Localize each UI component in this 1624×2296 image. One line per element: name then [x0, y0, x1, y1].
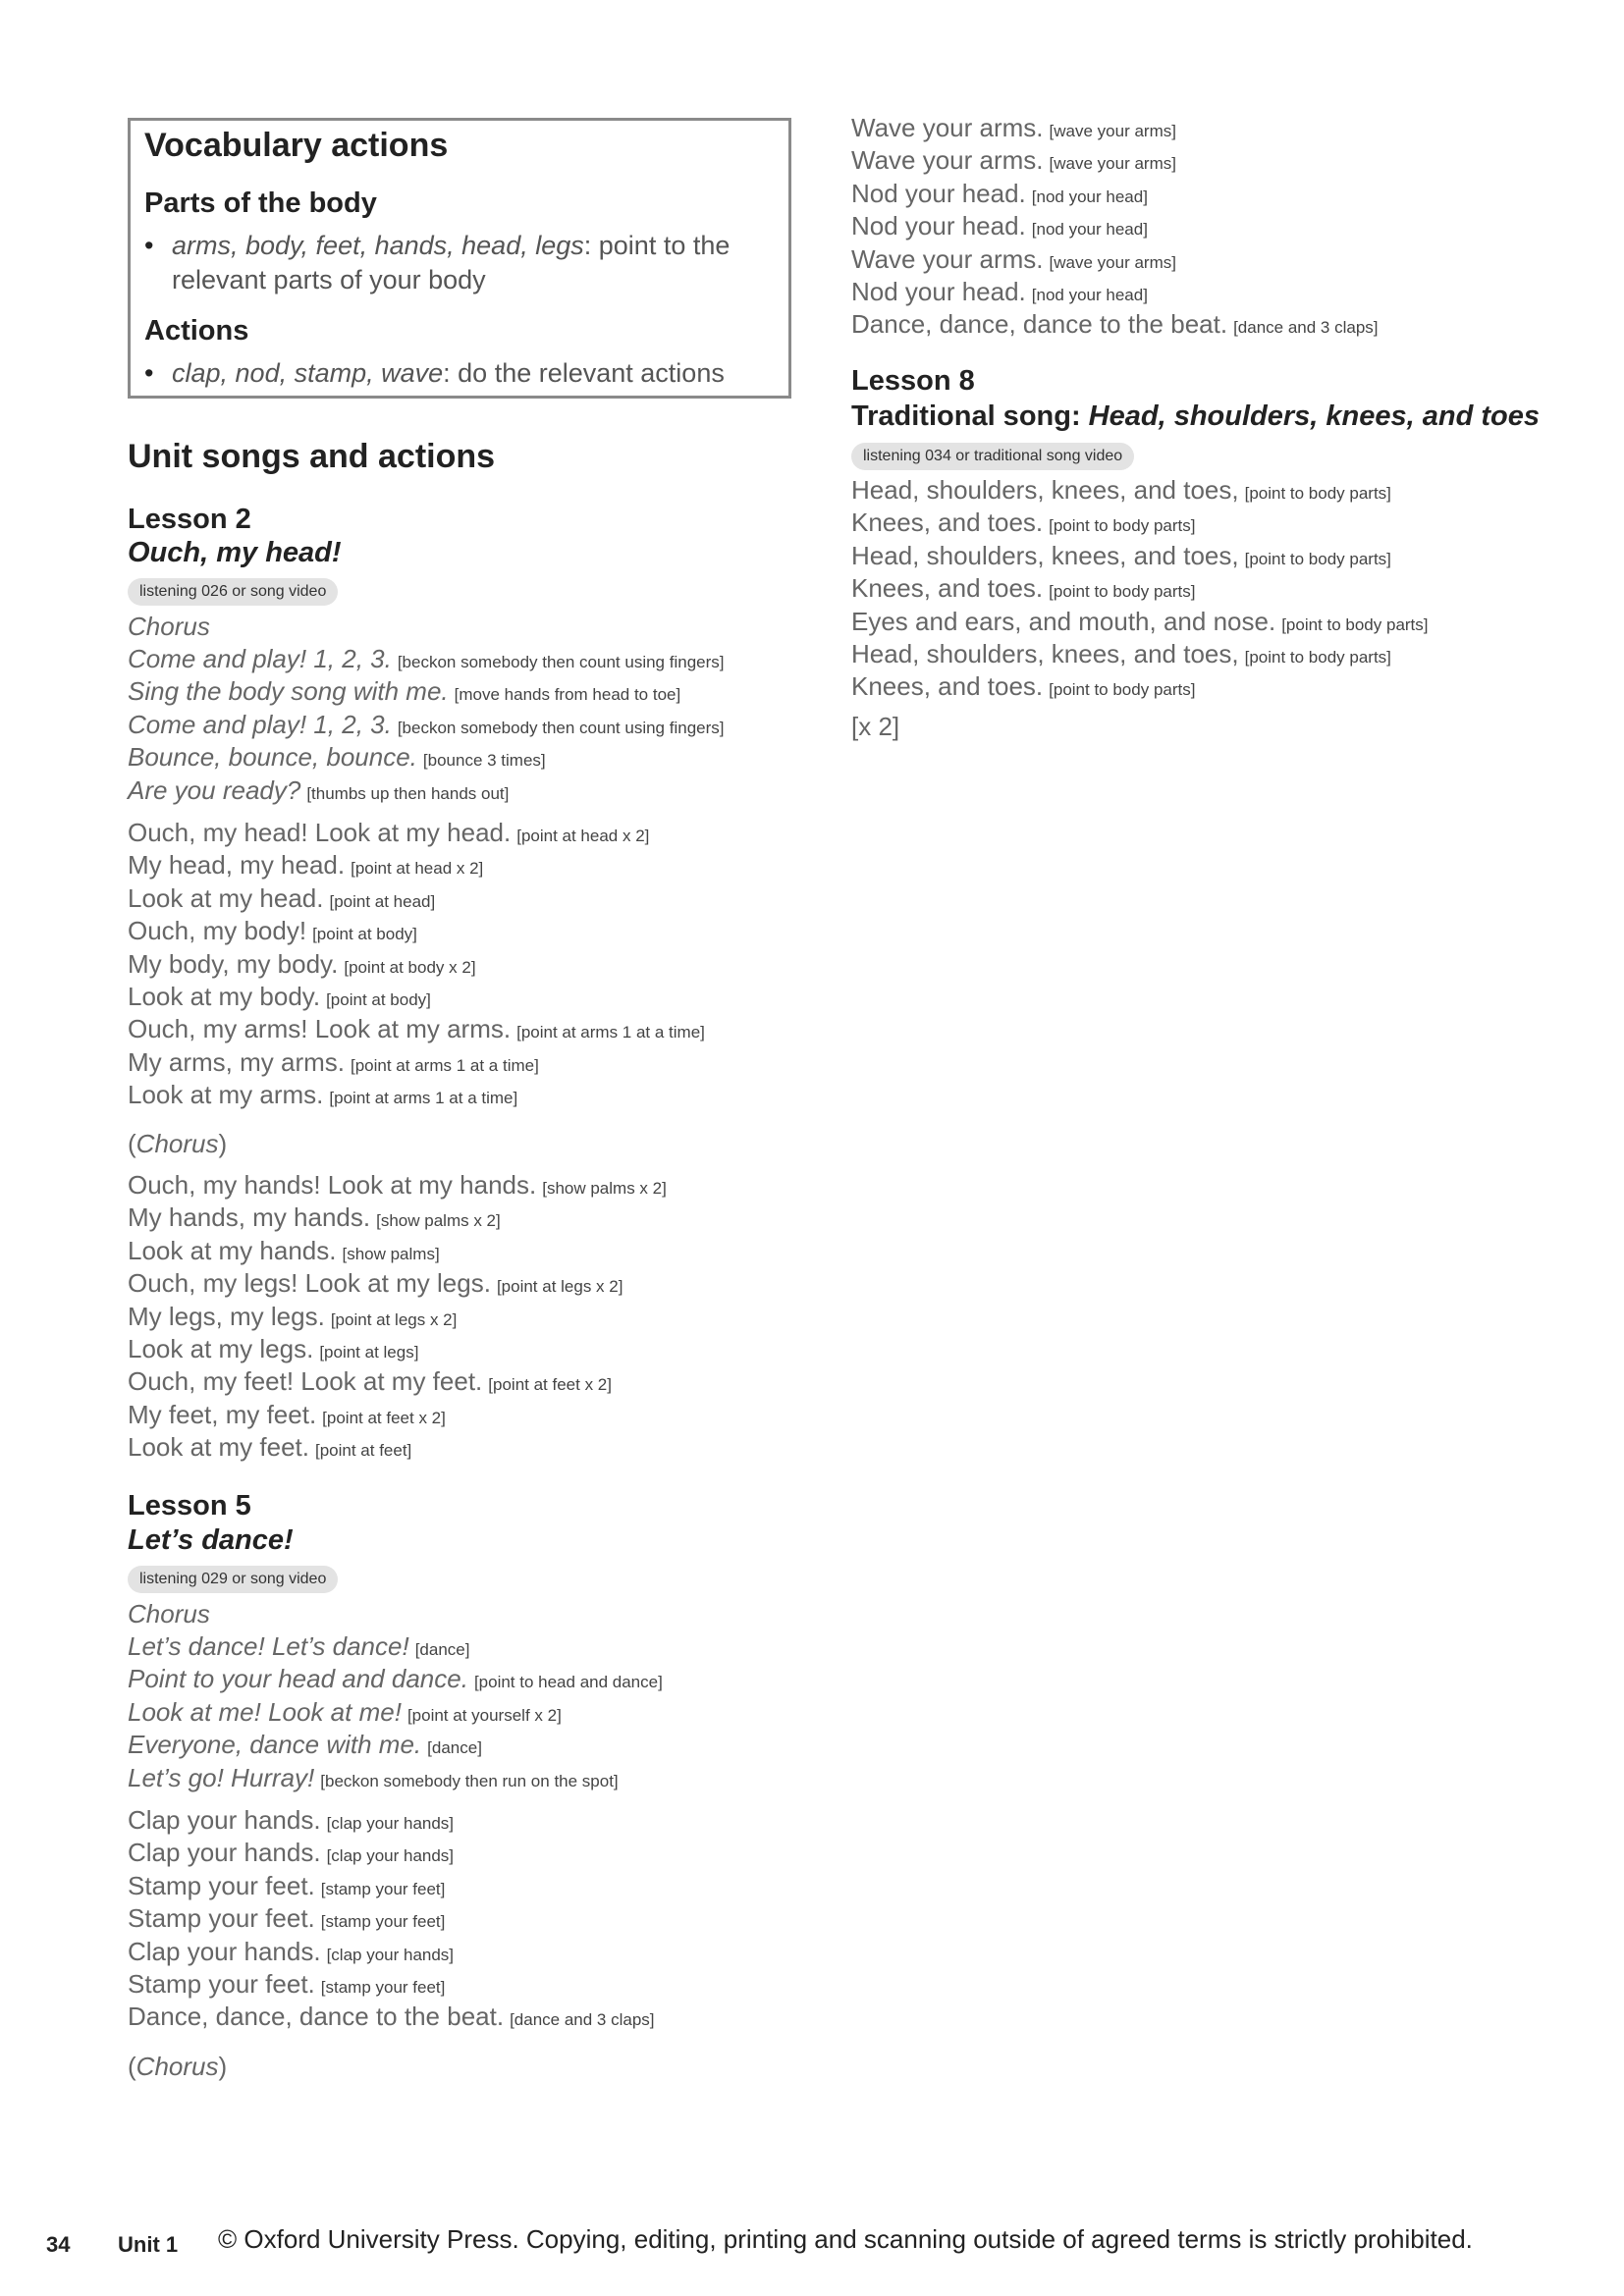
action-instruction: [wave your arms]: [1049, 252, 1176, 272]
action-instruction: [clap your hands]: [326, 1814, 455, 1833]
lyric-text: Knees, and toes.: [851, 671, 1044, 702]
lesson-5-verse-2-line: [851, 209, 1148, 242]
lyric-text: Ouch, my hands! Look at my hands.: [128, 1170, 537, 1200]
lesson-5-label: Lesson 5: [128, 1490, 251, 1522]
lyric-text: Look at my feet.: [128, 1432, 309, 1463]
lesson-5-verse-1-line: [128, 1935, 454, 1968]
lesson-2-chorus-line: [128, 674, 680, 708]
lesson-8-line: [851, 506, 1195, 539]
action-instruction: [dance]: [427, 1738, 482, 1758]
action-instruction: [stamp your feet]: [320, 1912, 446, 1932]
action-instruction: [point at arms 1 at a time]: [516, 1023, 705, 1042]
lyric-text: My hands, my hands.: [128, 1202, 371, 1233]
lyric-text: Look at my head.: [128, 882, 324, 913]
lyric-text: Nod your head.: [851, 178, 1026, 208]
lyric-text: Nod your head.: [851, 211, 1026, 241]
lesson-5-song-title: Let’s dance!: [128, 1524, 294, 1556]
lesson-5-verse-1-line: [128, 1869, 445, 1902]
actions-item: [144, 356, 763, 391]
lesson-2-verse-1-line: [128, 848, 483, 881]
lyric-text: Stamp your feet.: [128, 1969, 315, 1999]
lesson-5-verse-2-line: [851, 275, 1148, 308]
bullet: •: [144, 231, 154, 260]
lyric-text: My legs, my legs.: [128, 1301, 325, 1331]
lesson-5-chorus-line: [128, 1761, 619, 1794]
lesson-2-verse-1-line: [128, 914, 417, 947]
action-instruction: [point at feet x 2]: [322, 1408, 446, 1427]
lyric-text: Look at me! Look at me!: [128, 1696, 402, 1727]
action-instruction: [point at feet x 2]: [488, 1375, 612, 1395]
lyric-text: Eyes and ears, and mouth, and nose.: [851, 606, 1276, 636]
action-instruction: [dance and 3 claps]: [1233, 318, 1379, 338]
action-instruction: [point to body parts]: [1244, 484, 1391, 503]
action-instruction: [nod your head]: [1031, 286, 1148, 304]
action-instruction: [point at head x 2]: [351, 859, 484, 879]
lesson-8-line: [851, 605, 1429, 638]
lyric-text: Wave your arms.: [851, 145, 1044, 176]
lesson-8-line: [851, 571, 1195, 605]
action-instruction: [stamp your feet]: [320, 1879, 446, 1898]
lyric-text: Let’s dance! Let’s dance!: [128, 1631, 409, 1661]
action-instruction: [point at head]: [329, 891, 436, 911]
lyric-text: My body, my body.: [128, 948, 339, 979]
action-instruction: [point at legs x 2]: [496, 1277, 623, 1297]
lyric-text: Are you ready?: [128, 774, 301, 805]
action-instruction: [beckon somebody then run on the spot]: [320, 1771, 619, 1790]
action-instruction: [point at body]: [312, 925, 417, 944]
action-instruction: [stamp your feet]: [320, 1978, 446, 1997]
action-instruction: [point at body x 2]: [344, 957, 476, 977]
lesson-8-listening-badge: listening 034 or traditional song video: [851, 443, 1134, 470]
action-instruction: [beckon somebody then count using fingers]: [397, 718, 725, 737]
lyric-text: Stamp your feet.: [128, 1903, 315, 1934]
lyric-text: Knees, and toes.: [851, 507, 1044, 538]
lyric-text: Look at my arms.: [128, 1080, 324, 1110]
lesson-2-verse-2-line: [128, 1300, 457, 1333]
actions-words: clap, nod, stamp, wave: [172, 358, 444, 388]
lesson-5-verse-1-line: [128, 1836, 454, 1869]
action-instruction: [clap your hands]: [326, 1846, 455, 1866]
lyric-text: Ouch, my arms! Look at my arms.: [128, 1014, 512, 1044]
parts-of-body-heading: Parts of the body: [144, 187, 377, 219]
lesson-2-song-title: Ouch, my head!: [128, 537, 342, 568]
lesson-2-verse-2-line: [128, 1234, 440, 1267]
actions-description: : do the relevant actions: [443, 358, 725, 388]
action-instruction: [dance]: [414, 1640, 470, 1659]
lyric-text: Clap your hands.: [128, 1805, 321, 1835]
lyric-text: Dance, dance, dance to the beat.: [128, 2002, 505, 2032]
lesson-2-verse-2-line: [128, 1168, 667, 1201]
lyric-text: Point to your head and dance.: [128, 1664, 468, 1694]
lyric-text: Ouch, my body!: [128, 916, 307, 946]
lesson-2-chorus-line: [128, 740, 546, 774]
lyric-text: Ouch, my legs! Look at my legs.: [128, 1268, 491, 1299]
lyric-text: Stamp your feet.: [128, 1870, 315, 1900]
lesson-2-chorus-repeat: (Chorus): [128, 1129, 228, 1158]
lesson-5-verse-2-line: [851, 307, 1379, 341]
lyric-text: Clap your hands.: [128, 1838, 321, 1868]
action-instruction: [thumbs up then hands out]: [306, 783, 510, 803]
parts-description: : point to the relevant parts of your body: [172, 231, 731, 294]
lyric-text: Look at my legs.: [128, 1334, 314, 1363]
lesson-2-chorus-line: [128, 708, 724, 741]
lesson-5-verse-1-line: [128, 1901, 445, 1935]
lesson-2-verse-1-line: [128, 1012, 705, 1045]
lesson-5-verse-2-line: [851, 143, 1176, 177]
lyric-text: Look at my body.: [128, 982, 321, 1011]
lyric-text: Look at my hands.: [128, 1235, 337, 1265]
actions-heading: Actions: [144, 315, 249, 347]
lesson-2-verse-1-line: [128, 947, 476, 981]
lyric-text: Let’s go! Hurray!: [128, 1762, 315, 1792]
action-instruction: [nod your head]: [1031, 220, 1148, 240]
lesson-5-verse-2-line: [851, 111, 1176, 144]
parts-words: arms, body, feet, hands, head, legs: [172, 231, 584, 260]
lyric-text: Head, shoulders, knees, and toes,: [851, 540, 1239, 570]
action-instruction: [wave your arms]: [1049, 154, 1176, 174]
action-instruction: [point at legs]: [319, 1343, 419, 1362]
lyric-text: Everyone, dance with me.: [128, 1730, 422, 1760]
lesson-2-chorus-line: [128, 774, 509, 807]
lesson-8-line: [851, 473, 1391, 507]
action-instruction: [show palms x 2]: [376, 1211, 501, 1231]
action-instruction: [point to body parts]: [1244, 648, 1391, 667]
action-instruction: [point to body parts]: [1049, 680, 1196, 700]
lyric-text: Sing the body song with me.: [128, 676, 449, 707]
lesson-2-verse-1-line: [128, 1045, 539, 1079]
action-instruction: [point at body]: [326, 990, 431, 1009]
action-instruction: [nod your head]: [1031, 187, 1148, 206]
lesson-5-verse-2-line: [851, 177, 1148, 210]
action-instruction: [point to body parts]: [1049, 582, 1196, 602]
lesson-2-verse-1-line: [128, 816, 649, 849]
lyric-text: My head, my head.: [128, 850, 346, 881]
action-instruction: [point at arms 1 at a time]: [351, 1055, 539, 1075]
lesson-2-label: Lesson 2: [128, 504, 251, 535]
action-instruction: [point to body parts]: [1049, 516, 1196, 536]
action-instruction: [clap your hands]: [326, 1945, 455, 1964]
page-number: 34: [46, 2232, 71, 2257]
lesson-2-verse-1-line: [128, 1078, 517, 1111]
lesson-5-verse-1-line: [128, 1967, 445, 2001]
lesson-5-verse-1-line: [128, 1803, 454, 1837]
lesson-5-chorus-label: Chorus: [128, 1599, 210, 1629]
lesson-2-verse-2-line: [128, 1332, 418, 1365]
lesson-5-chorus-line: [128, 1629, 469, 1663]
lyric-text: Knees, and toes.: [851, 573, 1044, 604]
action-instruction: [bounce 3 times]: [422, 751, 546, 771]
lesson-2-chorus-line: [128, 642, 724, 675]
lesson-8-line: [851, 669, 1195, 703]
lesson-2-verse-2-line: [128, 1398, 446, 1431]
lesson-5-chorus-repeat: (Chorus): [128, 2052, 228, 2081]
lyric-text: Clap your hands.: [128, 1936, 321, 1966]
copyright-notice: © Oxford University Press. Copying, editing, printing and scanning outside of agreed terms is strictly prohibited.: [218, 2224, 1473, 2254]
lesson-8-line: [851, 637, 1391, 670]
action-instruction: [point at legs x 2]: [330, 1309, 458, 1329]
action-instruction: [show palms x 2]: [542, 1179, 667, 1198]
lesson-2-verse-2-line: [128, 1430, 411, 1464]
vocabulary-box: [128, 118, 791, 399]
lyric-text: Wave your arms.: [851, 243, 1044, 274]
action-instruction: [point to body parts]: [1244, 549, 1391, 568]
lyric-text: Ouch, my feet! Look at my feet.: [128, 1366, 483, 1397]
action-instruction: [beckon somebody then count using fingers]: [397, 653, 725, 671]
unit-label: Unit 1: [118, 2232, 179, 2257]
action-instruction: [point at feet]: [314, 1441, 412, 1461]
lesson-2-verse-2-line: [128, 1201, 501, 1234]
lyric-text: My arms, my arms.: [128, 1046, 345, 1077]
action-instruction: [point to body parts]: [1281, 614, 1429, 634]
lesson-2-verse-1-line: [128, 881, 435, 915]
lesson-5-verse-2-line: [851, 242, 1176, 276]
action-instruction: [wave your arms]: [1049, 122, 1176, 140]
action-instruction: [dance and 3 claps]: [510, 2010, 655, 2030]
action-instruction: [move hands from head to toe]: [454, 685, 681, 705]
lesson-5-chorus-line: [128, 1728, 482, 1761]
lesson-8-label: Lesson 8: [851, 365, 975, 397]
lyric-text: Wave your arms.: [851, 113, 1044, 142]
lyric-text: Come and play! 1, 2, 3.: [128, 709, 392, 739]
lesson-8-line: [851, 539, 1391, 572]
action-instruction: [point at arms 1 at a time]: [329, 1089, 518, 1108]
action-instruction: [point to head and dance]: [473, 1673, 663, 1692]
lyric-text: My feet, my feet.: [128, 1399, 317, 1429]
bullet: •: [144, 358, 154, 388]
lyric-text: Head, shoulders, knees, and toes,: [851, 639, 1239, 668]
action-instruction: [point at yourself x 2]: [406, 1705, 562, 1725]
lyric-text: Dance, dance, dance to the beat.: [851, 309, 1228, 340]
lyric-text: Come and play! 1, 2, 3.: [128, 644, 392, 673]
lesson-2-listening-badge: listening 026 or song video: [128, 578, 338, 606]
lesson-5-verse-1-line: [128, 2000, 655, 2033]
lesson-5-chorus-line: [128, 1662, 663, 1695]
parts-of-body-item: [144, 229, 763, 297]
lyric-text: Nod your head.: [851, 277, 1026, 306]
section-title: Unit songs and actions: [128, 438, 496, 475]
action-instruction: [point at head x 2]: [516, 827, 650, 845]
vocabulary-title: Vocabulary actions: [144, 127, 449, 164]
lesson-2-verse-2-line: [128, 1364, 612, 1398]
lyric-text: Ouch, my head! Look at my head.: [128, 818, 512, 847]
lesson-8-repeat: [x 2]: [851, 712, 900, 741]
lesson-2-chorus-label: Chorus: [128, 612, 210, 641]
lesson-2-verse-1-line: [128, 980, 431, 1013]
lesson-8-song-title: Traditional song: Head, shoulders, knees, and toes: [851, 400, 1540, 432]
lyric-text: Bounce, bounce, bounce.: [128, 742, 417, 773]
lesson-5-chorus-line: [128, 1695, 562, 1729]
lesson-5-listening-badge: listening 029 or song video: [128, 1566, 338, 1593]
lesson-2-verse-2-line: [128, 1266, 623, 1300]
action-instruction: [show palms]: [342, 1244, 440, 1263]
lyric-text: Head, shoulders, knees, and toes,: [851, 475, 1239, 505]
